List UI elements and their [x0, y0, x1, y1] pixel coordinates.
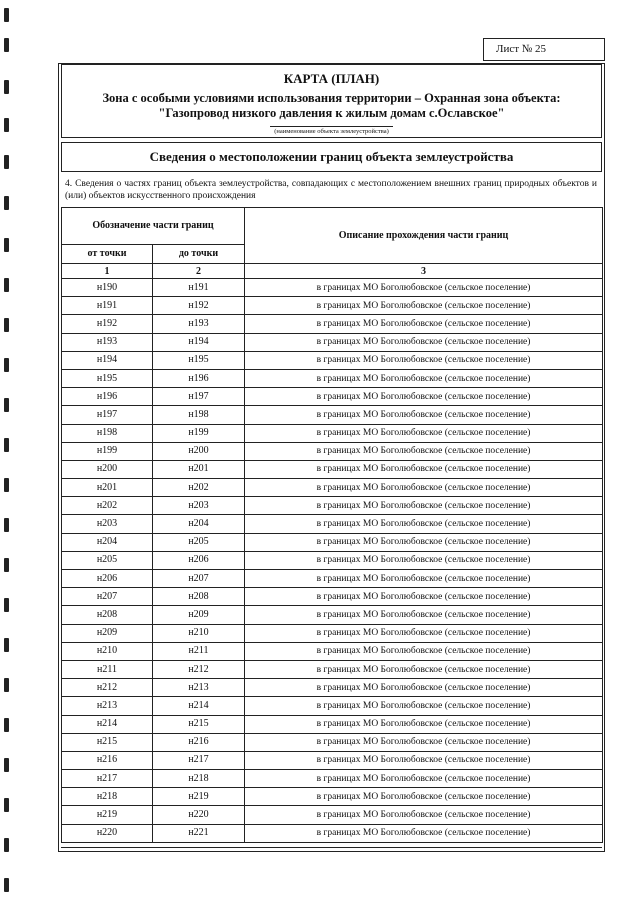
to-point-cell: н212: [153, 660, 245, 678]
binding-mark: [4, 38, 9, 52]
table-row: [62, 588, 603, 606]
col-number: 3: [245, 264, 603, 279]
to-point-cell: н214: [153, 697, 245, 715]
to-point-cell: н191: [153, 279, 245, 297]
binding-mark: [4, 318, 9, 332]
from-point-cell: н208: [62, 606, 153, 624]
from-point-cell: н211: [62, 660, 153, 678]
description-cell: в границах МО Боголюбовское (сельское поселение): [245, 733, 603, 751]
to-point-cell: н198: [153, 406, 245, 424]
table-row: [62, 442, 603, 460]
to-point-cell: н213: [153, 679, 245, 697]
binding-mark: [4, 398, 9, 412]
from-point-cell: н220: [62, 824, 153, 842]
from-point-cell: н191: [62, 297, 153, 315]
table-row: [62, 606, 603, 624]
table-row: [62, 788, 603, 806]
title-block: [61, 64, 602, 138]
binding-mark: [4, 118, 9, 132]
table-row: [62, 697, 603, 715]
to-point-cell: н217: [153, 751, 245, 769]
binding-mark: [4, 8, 9, 22]
description-cell: в границах МО Боголюбовское (сельское поселение): [245, 824, 603, 842]
from-point-cell: н193: [62, 333, 153, 351]
sheet-number-label: Лист № 25: [496, 43, 547, 55]
from-point-cell: н203: [62, 515, 153, 533]
from-point-cell: н190: [62, 279, 153, 297]
document-title: КАРТА (ПЛАН): [283, 71, 380, 86]
table-row: [62, 424, 603, 442]
table-row: [62, 806, 603, 824]
description-cell: в границах МО Боголюбовское (сельское поселение): [245, 315, 603, 333]
table-row: [62, 770, 603, 788]
table-row: [62, 497, 603, 515]
to-point-cell: н210: [153, 624, 245, 642]
table-row: [62, 642, 603, 660]
from-point-cell: н206: [62, 570, 153, 588]
description-cell: в границах МО Боголюбовское (сельское поселение): [245, 297, 603, 315]
binding-mark: [4, 558, 9, 572]
binding-mark: [4, 678, 9, 692]
binding-mark: [4, 478, 9, 492]
table-row: [62, 279, 603, 297]
to-point-cell: н209: [153, 606, 245, 624]
col-number: 1: [62, 264, 153, 279]
description-cell: в границах МО Боголюбовское (сельское поселение): [245, 788, 603, 806]
from-point-cell: н197: [62, 406, 153, 424]
to-point-cell: н206: [153, 551, 245, 569]
description-cell: в границах МО Боголюбовское (сельское поселение): [245, 406, 603, 424]
object-name-caption: (наименование объекта землеустройства): [270, 126, 393, 136]
binding-mark: [4, 80, 9, 94]
description-cell: в границах МО Боголюбовское (сельское поселение): [245, 806, 603, 824]
description-cell: в границах МО Боголюбовское (сельское поселение): [245, 279, 603, 297]
binding-mark: [4, 878, 9, 892]
table-row: [62, 388, 603, 406]
object-name: "Газопровод низкого давления к жилым домам с.Ославское": [158, 106, 505, 120]
description-cell: в границах МО Боголюбовское (сельское поселение): [245, 624, 603, 642]
table-row: [62, 369, 603, 387]
binding-mark: [4, 358, 9, 372]
binding-mark: [4, 798, 9, 812]
from-point-cell: н201: [62, 479, 153, 497]
to-point-cell: н200: [153, 442, 245, 460]
boundary-table: [61, 207, 603, 843]
binding-mark: [4, 838, 9, 852]
table-row: [62, 551, 603, 569]
to-point-cell: н208: [153, 588, 245, 606]
from-point-cell: н217: [62, 770, 153, 788]
table-row: [62, 515, 603, 533]
description-cell: в границах МО Боголюбовское (сельское поселение): [245, 369, 603, 387]
description-cell: в границах МО Боголюбовское (сельское поселение): [245, 715, 603, 733]
description-cell: в границах МО Боголюбовское (сельское поселение): [245, 533, 603, 551]
from-point-cell: н196: [62, 388, 153, 406]
binding-mark: [4, 638, 9, 652]
to-point-cell: н220: [153, 806, 245, 824]
from-point-cell: н214: [62, 715, 153, 733]
to-point-cell: н221: [153, 824, 245, 842]
bottom-rule: [61, 847, 602, 848]
from-header: от точки: [62, 245, 153, 264]
table-row: [62, 660, 603, 678]
table-row: [62, 479, 603, 497]
table-row: [62, 333, 603, 351]
binding-mark: [4, 155, 9, 169]
to-point-cell: н218: [153, 770, 245, 788]
desc-header: Описание прохождения части границ: [245, 208, 603, 264]
to-point-cell: н219: [153, 788, 245, 806]
from-point-cell: н218: [62, 788, 153, 806]
section-heading: Сведения о местоположении границ объекта землеустройства: [61, 142, 602, 172]
to-point-cell: н199: [153, 424, 245, 442]
from-point-cell: н219: [62, 806, 153, 824]
table-row: [62, 733, 603, 751]
to-point-cell: н195: [153, 351, 245, 369]
to-point-cell: н196: [153, 369, 245, 387]
from-point-cell: н202: [62, 497, 153, 515]
to-point-cell: н204: [153, 515, 245, 533]
description-cell: в границах МО Боголюбовское (сельское поселение): [245, 570, 603, 588]
to-point-cell: н205: [153, 533, 245, 551]
to-point-cell: н192: [153, 297, 245, 315]
description-cell: в границах МО Боголюбовское (сельское поселение): [245, 351, 603, 369]
description-cell: в границах МО Боголюбовское (сельское поселение): [245, 479, 603, 497]
from-point-cell: н198: [62, 424, 153, 442]
from-point-cell: н199: [62, 442, 153, 460]
sheet-number: [483, 38, 605, 61]
table-row: [62, 824, 603, 842]
group-header: Обозначение части границ: [62, 208, 245, 245]
from-point-cell: н216: [62, 751, 153, 769]
table-row: [62, 406, 603, 424]
to-point-cell: н216: [153, 733, 245, 751]
from-point-cell: н205: [62, 551, 153, 569]
from-point-cell: н204: [62, 533, 153, 551]
to-point-cell: н197: [153, 388, 245, 406]
to-point-cell: н207: [153, 570, 245, 588]
to-point-cell: н203: [153, 497, 245, 515]
document-frame: [58, 63, 605, 852]
to-point-cell: н201: [153, 460, 245, 478]
from-point-cell: н194: [62, 351, 153, 369]
binding-holes: [2, 0, 16, 905]
description-cell: в границах МО Боголюбовское (сельское поселение): [245, 388, 603, 406]
col-number: 2: [153, 264, 245, 279]
description-cell: в границах МО Боголюбовское (сельское поселение): [245, 606, 603, 624]
description-cell: в границах МО Боголюбовское (сельское поселение): [245, 679, 603, 697]
table-row: [62, 715, 603, 733]
section-intro: 4. Сведения о частях границ объекта землеустройства, совпадающих с местоположением внешних границ природных объектов и (или) объектов искусственного происхождения: [65, 179, 597, 201]
table-row: [62, 351, 603, 369]
from-point-cell: н195: [62, 369, 153, 387]
from-point-cell: н207: [62, 588, 153, 606]
from-point-cell: н213: [62, 697, 153, 715]
binding-mark: [4, 718, 9, 732]
from-point-cell: н192: [62, 315, 153, 333]
description-cell: в границах МО Боголюбовское (сельское поселение): [245, 460, 603, 478]
description-cell: в границах МО Боголюбовское (сельское поселение): [245, 588, 603, 606]
binding-mark: [4, 278, 9, 292]
from-point-cell: н209: [62, 624, 153, 642]
description-cell: в границах МО Боголюбовское (сельское поселение): [245, 642, 603, 660]
binding-mark: [4, 438, 9, 452]
description-cell: в границах МО Боголюбовское (сельское поселение): [245, 660, 603, 678]
binding-mark: [4, 238, 9, 252]
from-point-cell: н210: [62, 642, 153, 660]
binding-mark: [4, 758, 9, 772]
description-cell: в границах МО Боголюбовское (сельское поселение): [245, 424, 603, 442]
from-point-cell: н212: [62, 679, 153, 697]
table-row: [62, 533, 603, 551]
binding-mark: [4, 196, 9, 210]
description-cell: в границах МО Боголюбовское (сельское поселение): [245, 442, 603, 460]
description-cell: в границах МО Боголюбовское (сельское поселение): [245, 770, 603, 788]
table-row: [62, 297, 603, 315]
table-row: [62, 751, 603, 769]
from-point-cell: н200: [62, 460, 153, 478]
table-row: [62, 679, 603, 697]
table-row: [62, 570, 603, 588]
binding-mark: [4, 518, 9, 532]
table-row: [62, 460, 603, 478]
description-cell: в границах МО Боголюбовское (сельское поселение): [245, 497, 603, 515]
binding-mark: [4, 598, 9, 612]
description-cell: в границах МО Боголюбовское (сельское поселение): [245, 515, 603, 533]
description-cell: в границах МО Боголюбовское (сельское поселение): [245, 697, 603, 715]
to-point-cell: н202: [153, 479, 245, 497]
to-point-cell: н215: [153, 715, 245, 733]
description-cell: в границах МО Боголюбовское (сельское поселение): [245, 333, 603, 351]
to-point-cell: н211: [153, 642, 245, 660]
to-point-cell: н193: [153, 315, 245, 333]
table-row: [62, 624, 603, 642]
zone-title: Зона с особыми условиями использования территории – Охранная зона объекта:: [102, 91, 561, 105]
table-row: [62, 315, 603, 333]
description-cell: в границах МО Боголюбовское (сельское поселение): [245, 751, 603, 769]
to-header: до точки: [153, 245, 245, 264]
description-cell: в границах МО Боголюбовское (сельское поселение): [245, 551, 603, 569]
from-point-cell: н215: [62, 733, 153, 751]
to-point-cell: н194: [153, 333, 245, 351]
